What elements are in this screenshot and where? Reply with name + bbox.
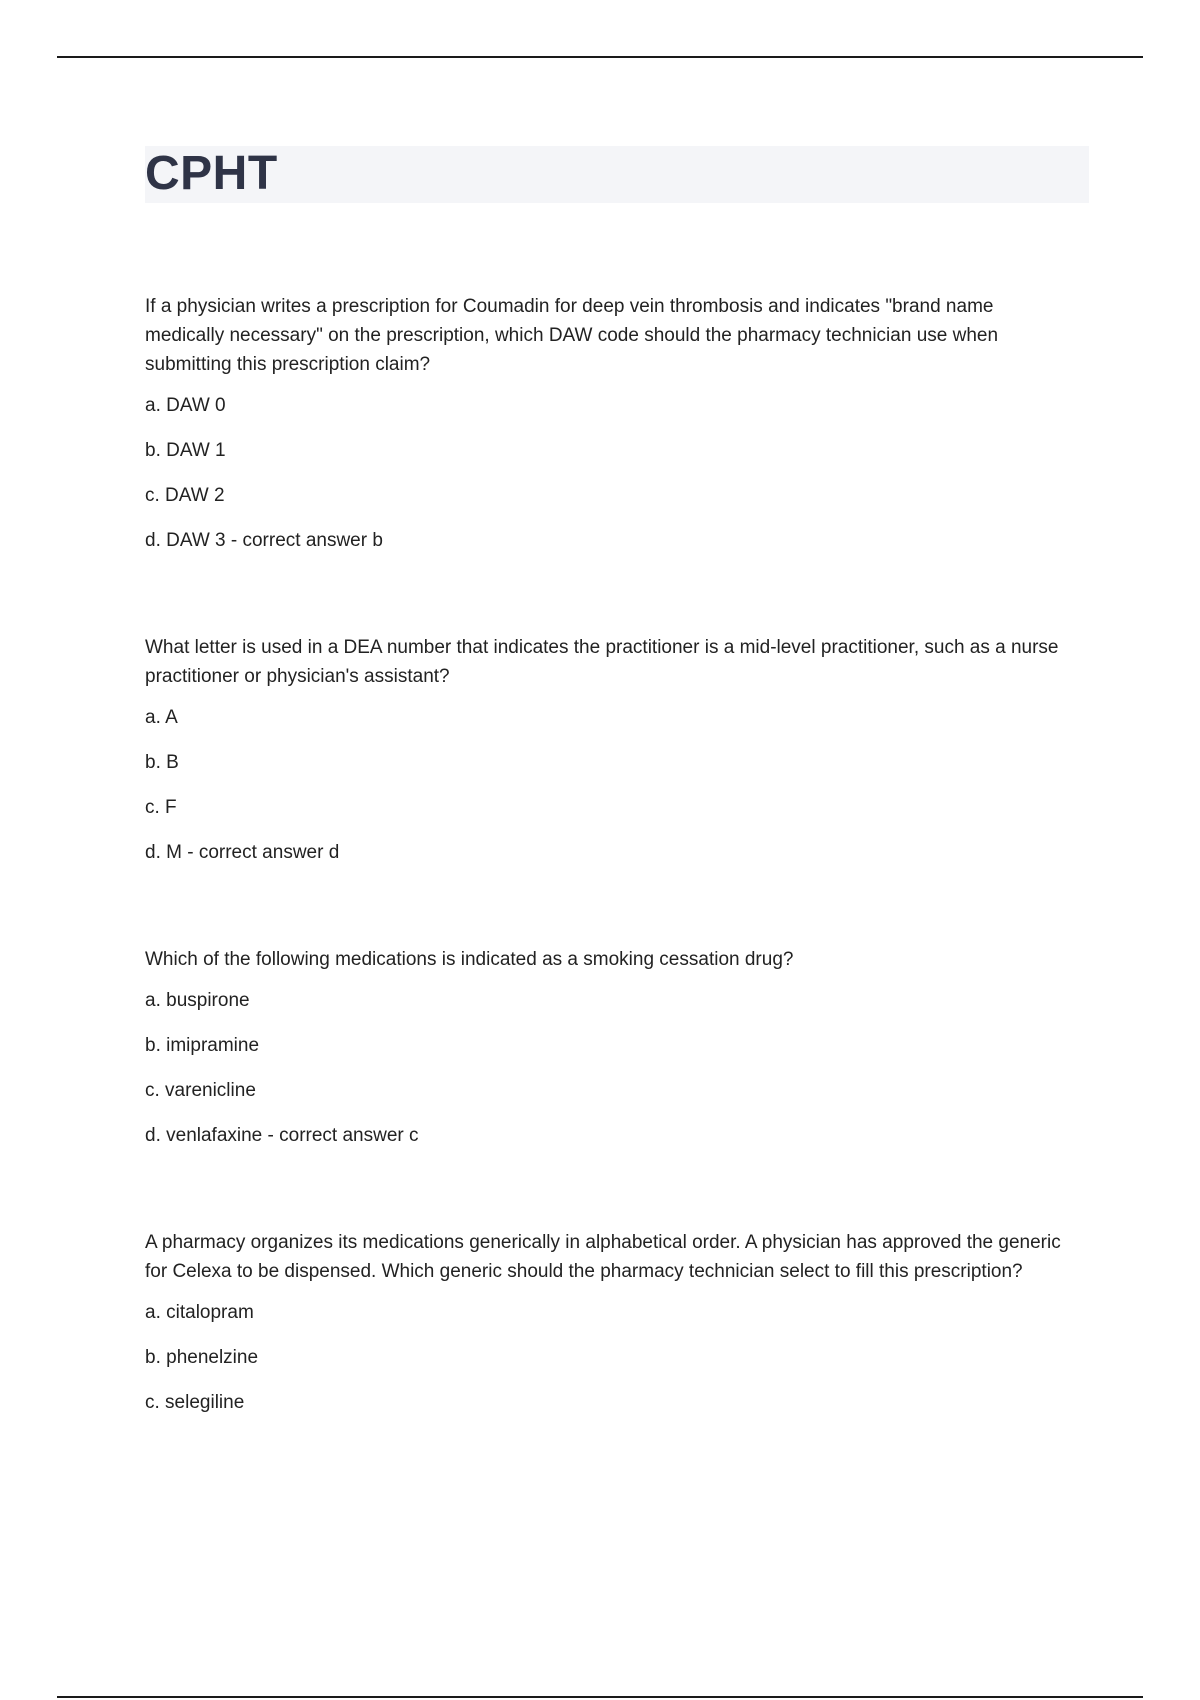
answer-option: b. B	[145, 752, 179, 773]
question-block	[145, 1228, 1075, 1433]
question-block	[145, 292, 1075, 571]
question-text: If a physician writes a prescription for Coumadin for deep vein thrombosis and indicates "brand name medically necessary" on the prescription, which DAW code should the pharmacy technician use when submitting this prescription claim?	[145, 296, 999, 375]
question-text: Which of the following medications is indicated as a smoking cessation drug?	[145, 949, 794, 970]
answer-option: c. DAW 2	[145, 485, 225, 506]
answer-option: a. buspirone	[145, 990, 250, 1011]
answer-option: d. DAW 3 - correct answer b	[145, 530, 383, 551]
document-title: CPHT	[145, 147, 278, 200]
answer-option: c. F	[145, 797, 177, 818]
title-banner	[145, 146, 1089, 203]
question-block	[145, 945, 1075, 1166]
answer-option: a. DAW 0	[145, 395, 226, 416]
answer-option: b. phenelzine	[145, 1347, 259, 1368]
question-text: A pharmacy organizes its medications generically in alphabetical order. A physician has approved the generic for Celexa to be dispensed. Which generic should the pharmacy technician select to fill this prescription?	[145, 1232, 1061, 1282]
bottom-rule	[57, 1696, 1143, 1698]
answer-option: a. citalopram	[145, 1302, 254, 1323]
answer-option: d. venlafaxine - correct answer c	[145, 1125, 419, 1146]
answer-option: a. A	[145, 707, 178, 728]
answer-option: b. DAW 1	[145, 440, 226, 461]
answer-option: c. selegiline	[145, 1392, 245, 1413]
answer-option: b. imipramine	[145, 1035, 260, 1056]
answer-option: d. M - correct answer d	[145, 842, 340, 863]
question-list	[145, 292, 1075, 1495]
question-block	[145, 633, 1075, 883]
top-rule	[57, 56, 1143, 58]
question-text: What letter is used in a DEA number that indicates the practitioner is a mid-level practitioner, such as a nurse practitioner or physician's assistant?	[145, 637, 1059, 687]
answer-option: c. varenicline	[145, 1080, 256, 1101]
